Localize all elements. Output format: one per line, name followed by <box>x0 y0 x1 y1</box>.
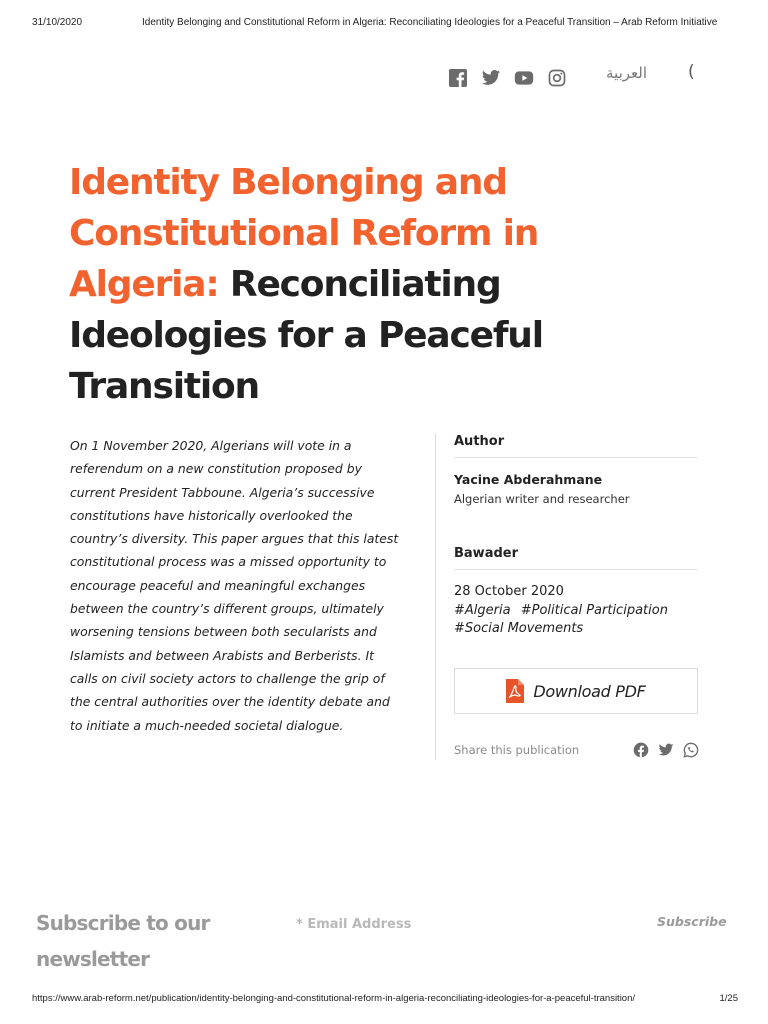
pdf-file-icon <box>506 679 524 703</box>
page-title <box>69 157 589 412</box>
print-date: 31/10/2020 <box>32 17 83 28</box>
column-divider <box>435 434 436 760</box>
newsletter-title: Subscribe to our newsletter <box>36 911 210 971</box>
language-switch-link[interactable]: العربية <box>606 64 647 82</box>
print-url: https://www.arab-reform.net/publication/identity-belonging-and-constitutional-reform-in-algeria-reconciliating-ideologies-for-a-peaceful-transition/ <box>32 993 636 1004</box>
menu-toggle-icon[interactable]: ( <box>688 62 695 82</box>
subscribe-button[interactable]: Subscribe <box>657 914 727 929</box>
print-page-number: 1/25 <box>719 993 738 1004</box>
youtube-icon[interactable] <box>514 68 534 88</box>
tag-link[interactable]: #Political Participation <box>520 603 668 618</box>
tag-list <box>454 602 714 638</box>
instagram-icon[interactable] <box>547 68 567 88</box>
share-icons <box>633 742 708 758</box>
abstract-text: On 1 November 2020, Algerians will vote in a referendum on a new constitution proposed by current President Tabboune. Algeria’s successive constitutions have historically overlooked the country’s diversity. This paper argues that this latest constitutional process was a missed opportunity to encourage peaceful and meaningful exchanges between the country’s different groups, ultimately worsening tensions between both secularists and Islamists and between Arabists and Berberists. It calls on civil society actors to challenge the grip of the central authorities over the identity debate and to initiate a much-needed societal dialogue. <box>70 438 399 733</box>
facebook-icon[interactable] <box>448 68 468 88</box>
publication-date: 28 October 2020 <box>454 584 564 599</box>
tag-link[interactable]: #Social Movements <box>454 621 584 636</box>
page-title-accent: Identity Belonging and Constitutional Reform in Algeria: <box>69 162 539 305</box>
social-bar <box>448 66 580 90</box>
whatsapp-icon[interactable] <box>683 742 699 758</box>
author-role: Algerian writer and researcher <box>454 492 630 506</box>
author-name[interactable]: Yacine Abderahmane <box>454 472 603 487</box>
email-input[interactable] <box>296 911 626 937</box>
download-pdf-label: Download PDF <box>533 681 646 701</box>
twitter-icon[interactable] <box>481 68 501 88</box>
facebook-icon[interactable] <box>633 742 649 758</box>
author-divider <box>454 457 698 458</box>
series-divider <box>454 569 698 570</box>
twitter-icon[interactable] <box>658 742 674 758</box>
series-heading[interactable]: Bawader <box>454 546 518 561</box>
download-pdf-button[interactable] <box>454 668 698 714</box>
share-label: Share this publication <box>454 743 580 757</box>
page-title-rest: Reconciliating Ideologies for a Peaceful Transition <box>69 264 543 407</box>
tag-link[interactable]: #Algeria <box>454 603 511 618</box>
author-heading: Author <box>454 434 505 449</box>
print-document-title: Identity Belonging and Constitutional Reform in Algeria: Reconciliating Ideologies for a Peaceful Transition – Arab Reform Initiative <box>142 17 718 28</box>
